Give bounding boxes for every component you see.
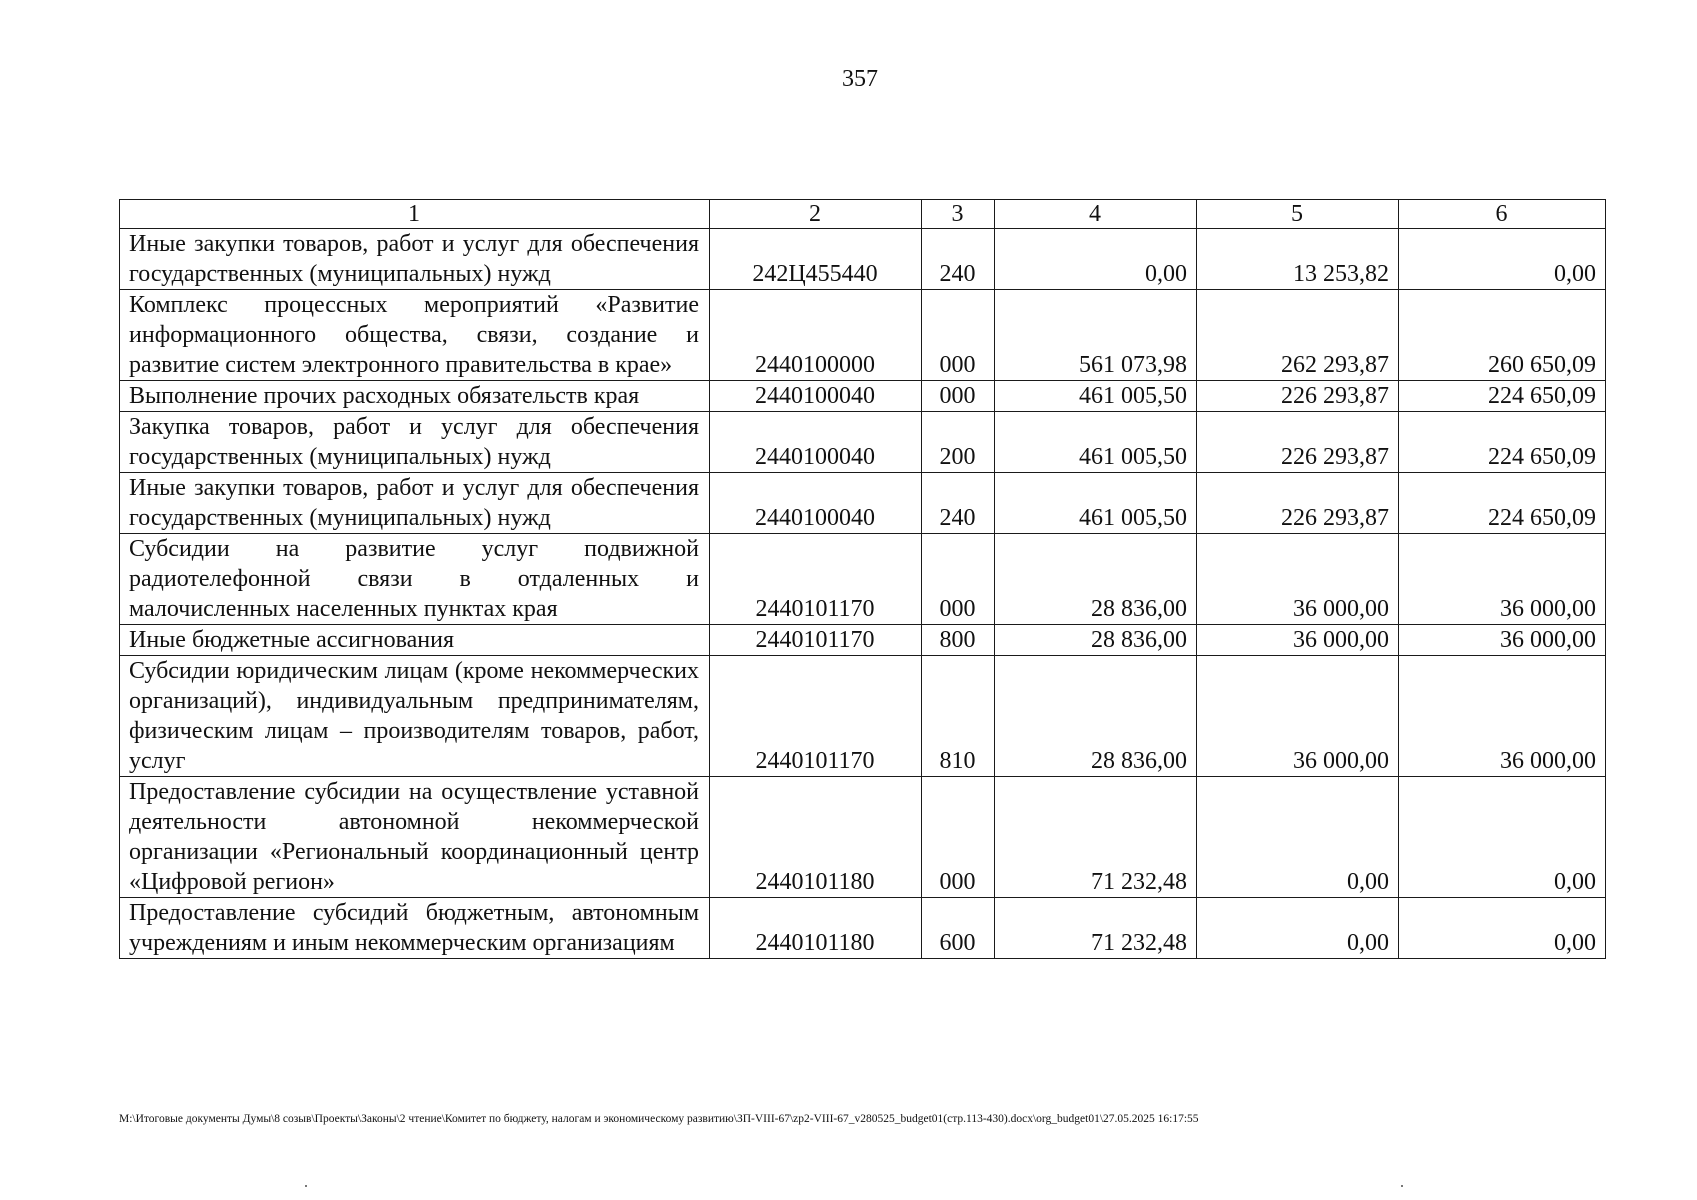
row-amount-col5: 36 000,00 bbox=[1197, 656, 1399, 777]
row-target-code: 2440100040 bbox=[710, 381, 922, 412]
column-header-3: 3 bbox=[922, 200, 995, 229]
row-amount-col4: 28 836,00 bbox=[995, 656, 1197, 777]
row-expense-type: 000 bbox=[922, 534, 995, 625]
row-amount-col5: 226 293,87 bbox=[1197, 381, 1399, 412]
row-expense-type: 000 bbox=[922, 381, 995, 412]
scan-artifact bbox=[1401, 1185, 1403, 1187]
row-amount-col4: 71 232,48 bbox=[995, 898, 1197, 959]
budget-table bbox=[119, 199, 1606, 959]
row-amount-col6: 36 000,00 bbox=[1399, 534, 1606, 625]
row-name: Закупка товаров, работ и услуг для обеспечения государственных (муниципальных) нужд bbox=[120, 412, 710, 473]
row-amount-col4: 71 232,48 bbox=[995, 777, 1197, 898]
row-name: Субсидии юридическим лицам (кроме некоммерческих организаций), индивидуальным предпринимателям, физическим лицам – производителям товаров, работ, услуг bbox=[120, 656, 710, 777]
row-amount-col6: 224 650,09 bbox=[1399, 473, 1606, 534]
row-target-code: 2440101170 bbox=[710, 656, 922, 777]
row-amount-col5: 0,00 bbox=[1197, 777, 1399, 898]
row-target-code: 2440101180 bbox=[710, 777, 922, 898]
table-row bbox=[120, 381, 1606, 412]
row-amount-col4: 461 005,50 bbox=[995, 412, 1197, 473]
column-header-4: 4 bbox=[995, 200, 1197, 229]
row-name: Иные закупки товаров, работ и услуг для обеспечения государственных (муниципальных) нужд bbox=[120, 473, 710, 534]
row-target-code: 2440101180 bbox=[710, 898, 922, 959]
column-header-2: 2 bbox=[710, 200, 922, 229]
row-amount-col5: 36 000,00 bbox=[1197, 625, 1399, 656]
row-expense-type: 200 bbox=[922, 412, 995, 473]
row-amount-col5: 0,00 bbox=[1197, 898, 1399, 959]
row-amount-col5: 262 293,87 bbox=[1197, 290, 1399, 381]
row-name: Выполнение прочих расходных обязательств края bbox=[120, 381, 710, 412]
row-expense-type: 000 bbox=[922, 777, 995, 898]
row-target-code: 2440101170 bbox=[710, 625, 922, 656]
row-amount-col6: 0,00 bbox=[1399, 898, 1606, 959]
row-expense-type: 000 bbox=[922, 290, 995, 381]
row-amount-col4: 461 005,50 bbox=[995, 381, 1197, 412]
table-row bbox=[120, 656, 1606, 777]
table-row bbox=[120, 625, 1606, 656]
table-row bbox=[120, 229, 1606, 290]
table-row bbox=[120, 473, 1606, 534]
row-target-code: 2440100040 bbox=[710, 473, 922, 534]
column-header-6: 6 bbox=[1399, 200, 1606, 229]
row-expense-type: 810 bbox=[922, 656, 995, 777]
table-row bbox=[120, 777, 1606, 898]
row-amount-col6: 224 650,09 bbox=[1399, 381, 1606, 412]
scan-artifact bbox=[305, 1185, 307, 1187]
row-amount-col6: 0,00 bbox=[1399, 777, 1606, 898]
table-row bbox=[120, 534, 1606, 625]
row-target-code: 2440100040 bbox=[710, 412, 922, 473]
row-expense-type: 800 bbox=[922, 625, 995, 656]
row-name: Иные бюджетные ассигнования bbox=[120, 625, 710, 656]
row-expense-type: 600 bbox=[922, 898, 995, 959]
row-amount-col5: 13 253,82 bbox=[1197, 229, 1399, 290]
row-target-code: 2440100000 bbox=[710, 290, 922, 381]
table-row bbox=[120, 412, 1606, 473]
row-target-code: 242Ц455440 bbox=[710, 229, 922, 290]
row-amount-col5: 36 000,00 bbox=[1197, 534, 1399, 625]
table-row bbox=[120, 898, 1606, 959]
row-amount-col6: 260 650,09 bbox=[1399, 290, 1606, 381]
page-number: 357 bbox=[842, 66, 878, 92]
row-amount-col5: 226 293,87 bbox=[1197, 473, 1399, 534]
row-name: Предоставление субсидии на осуществление уставной деятельности автономной некоммерческой организации «Региональный координационный центр «Цифровой регион» bbox=[120, 777, 710, 898]
table-header-row bbox=[120, 200, 1606, 229]
row-amount-col5: 226 293,87 bbox=[1197, 412, 1399, 473]
row-amount-col4: 0,00 bbox=[995, 229, 1197, 290]
column-header-5: 5 bbox=[1197, 200, 1399, 229]
row-amount-col4: 561 073,98 bbox=[995, 290, 1197, 381]
row-expense-type: 240 bbox=[922, 229, 995, 290]
table-row bbox=[120, 290, 1606, 381]
row-expense-type: 240 bbox=[922, 473, 995, 534]
row-name: Предоставление субсидий бюджетным, автономным учреждениям и иным некоммерческим организациям bbox=[120, 898, 710, 959]
row-name: Иные закупки товаров, работ и услуг для обеспечения государственных (муниципальных) нужд bbox=[120, 229, 710, 290]
row-amount-col4: 461 005,50 bbox=[995, 473, 1197, 534]
row-amount-col4: 28 836,00 bbox=[995, 534, 1197, 625]
row-amount-col6: 0,00 bbox=[1399, 229, 1606, 290]
row-amount-col6: 36 000,00 bbox=[1399, 625, 1606, 656]
row-amount-col6: 224 650,09 bbox=[1399, 412, 1606, 473]
column-header-1: 1 bbox=[120, 200, 710, 229]
row-target-code: 2440101170 bbox=[710, 534, 922, 625]
row-name: Субсидии на развитие услуг подвижной радиотелефонной связи в отдаленных и малочисленных населенных пунктах края bbox=[120, 534, 710, 625]
row-amount-col6: 36 000,00 bbox=[1399, 656, 1606, 777]
row-amount-col4: 28 836,00 bbox=[995, 625, 1197, 656]
row-name: Комплекс процессных мероприятий «Развитие информационного общества, связи, создание и развитие систем электронного правительства в крае» bbox=[120, 290, 710, 381]
document-file-path: M:\Итоговые документы Думы\8 созыв\Проекты\Законы\2 чтение\Комитет по бюджету, налогам и экономическому развитию\ЗП-VIII-67\zp2-VIII-67_v280525_budget01(стр.113-430).docx\org_budget01\27.05.2025 16:17:55 bbox=[119, 1113, 1199, 1125]
